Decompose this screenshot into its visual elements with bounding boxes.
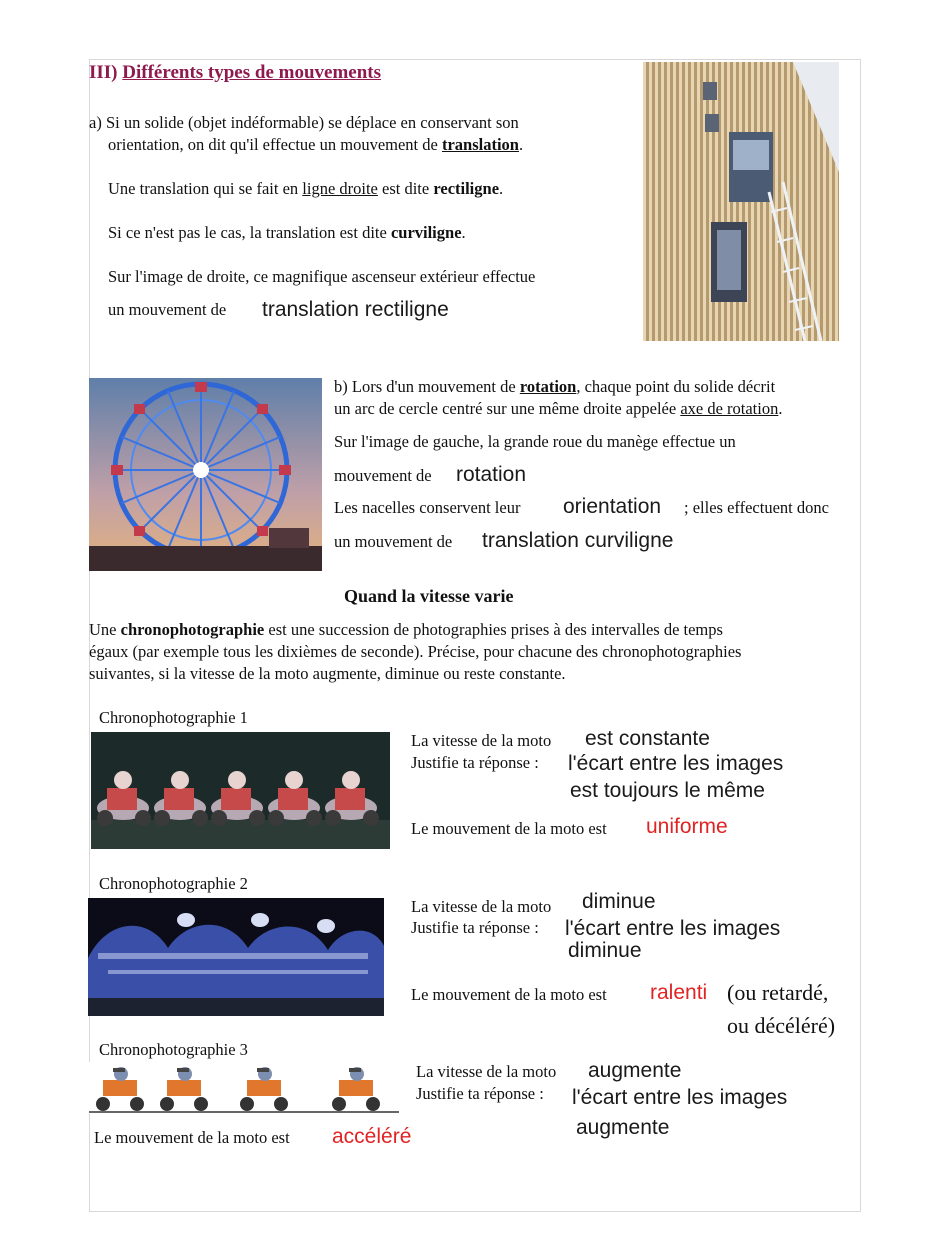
ferris-wheel-photo bbox=[89, 378, 322, 571]
speed-intro-line3: suivantes, si la vitesse de la moto augmente, diminue ou reste constante. bbox=[89, 664, 566, 683]
chrono2-motion-note-line2: ou décéléré) bbox=[727, 1013, 836, 1038]
speed-heading: Quand la vitesse varie bbox=[344, 586, 514, 606]
link-ligne-droite: ligne droite bbox=[302, 179, 378, 198]
chrono1-justify-question: Justifie ta réponse : bbox=[411, 753, 539, 772]
chrono2-speed-answer: diminue bbox=[582, 890, 656, 913]
section-number: III) bbox=[89, 62, 118, 83]
chrono3-speed-answer: augmente bbox=[588, 1059, 682, 1082]
chrono3-justify-answer-line2: augmente bbox=[576, 1116, 670, 1139]
chrono1-photo bbox=[91, 732, 390, 849]
part-b-line6: un mouvement de bbox=[334, 532, 453, 551]
chrono2-justify-answer-line1: l'écart entre les images bbox=[565, 917, 781, 940]
chrono2-label: Chronophotographie 2 bbox=[99, 874, 248, 893]
chrono2-justify-answer-line2: diminue bbox=[568, 939, 642, 962]
answer-translation-curviligne: translation curviligne bbox=[482, 529, 674, 552]
chrono2-photo bbox=[88, 898, 384, 1016]
chrono2-justify-question: Justifie ta réponse : bbox=[411, 918, 539, 937]
chrono1-justify-answer-line1: l'écart entre les images bbox=[568, 752, 784, 775]
chrono1-justify-answer-line2: est toujours le même bbox=[570, 779, 765, 802]
part-b-line4: mouvement de bbox=[334, 466, 432, 485]
chrono1-label: Chronophotographie 1 bbox=[99, 708, 248, 727]
term-rotation: rotation bbox=[519, 377, 577, 396]
elevator-answer: translation rectiligne bbox=[262, 298, 449, 321]
chrono3-justify-answer-line1: l'écart entre les images bbox=[572, 1086, 788, 1109]
elevator-question-line2: un mouvement de bbox=[108, 300, 227, 319]
curviligne-definition: Si ce n'est pas le cas, la translation est dite curviligne. bbox=[108, 223, 466, 242]
chrono1-speed-question: La vitesse de la moto bbox=[411, 731, 552, 750]
term-chronophotographie: chronophotographie bbox=[120, 620, 265, 639]
answer-rotation: rotation bbox=[456, 463, 527, 486]
speed-intro-line1: Une chronophotographie est une succession de photographies prises à des intervalles de temps bbox=[89, 620, 723, 639]
part-b-line5-end: ; elles effectuent donc bbox=[684, 498, 829, 517]
chrono3-justify-question: Justifie ta réponse : bbox=[416, 1084, 544, 1103]
chrono1-motion-answer: uniforme bbox=[646, 815, 728, 838]
chrono3-motion-question: Le mouvement de la moto est bbox=[94, 1128, 290, 1147]
term-axe-de-rotation: axe de rotation bbox=[680, 399, 779, 418]
chrono2-speed-question: La vitesse de la moto bbox=[411, 897, 552, 916]
part-b-line3: Sur l'image de gauche, la grande roue du manège effectue un bbox=[334, 432, 736, 451]
chrono2-motion-note-line1: (ou retardé, bbox=[727, 980, 829, 1005]
elevator-photo bbox=[643, 62, 839, 341]
chrono3-label: Chronophotographie 3 bbox=[99, 1040, 248, 1059]
part-a-line2: orientation, on dit qu'il effectue un mouvement de translation. bbox=[108, 135, 524, 154]
term-curviligne: curviligne bbox=[390, 223, 462, 242]
section-title bbox=[89, 62, 381, 84]
term-translation: translation bbox=[441, 135, 519, 154]
chrono3-motion-answer: accéléré bbox=[332, 1125, 412, 1148]
chrono2-motion-question: Le mouvement de la moto est bbox=[411, 985, 607, 1004]
part-b-line2: un arc de cercle centré sur une même droite appelée axe de rotation. bbox=[334, 399, 783, 418]
answer-orientation: orientation bbox=[563, 495, 662, 518]
chrono3-photo bbox=[89, 1062, 399, 1114]
part-b-line1: b) Lors d'un mouvement de rotation, chaque point du solide décrit bbox=[334, 377, 776, 396]
part-b-line5: Les nacelles conservent leur bbox=[334, 498, 521, 517]
chrono1-motion-question: Le mouvement de la moto est bbox=[411, 819, 607, 838]
section-title-text: Différents types de mouvements bbox=[122, 62, 382, 83]
chrono1-speed-answer: est constante bbox=[585, 727, 710, 750]
chrono2-motion-answer: ralenti bbox=[650, 981, 708, 1004]
rectiligne-definition: Une translation qui se fait en ligne droite est dite rectiligne. bbox=[108, 179, 504, 198]
elevator-question-line1: Sur l'image de droite, ce magnifique ascenseur extérieur effectue bbox=[108, 267, 536, 286]
term-rectiligne: rectiligne bbox=[433, 179, 500, 198]
chrono3-speed-question: La vitesse de la moto bbox=[416, 1062, 557, 1081]
speed-intro-line2: égaux (par exemple tous les dixièmes de seconde). Précise, pour chacune des chronophotographies bbox=[89, 642, 742, 661]
part-a-line1: a) Si un solide (objet indéformable) se déplace en conservant son bbox=[89, 113, 519, 132]
